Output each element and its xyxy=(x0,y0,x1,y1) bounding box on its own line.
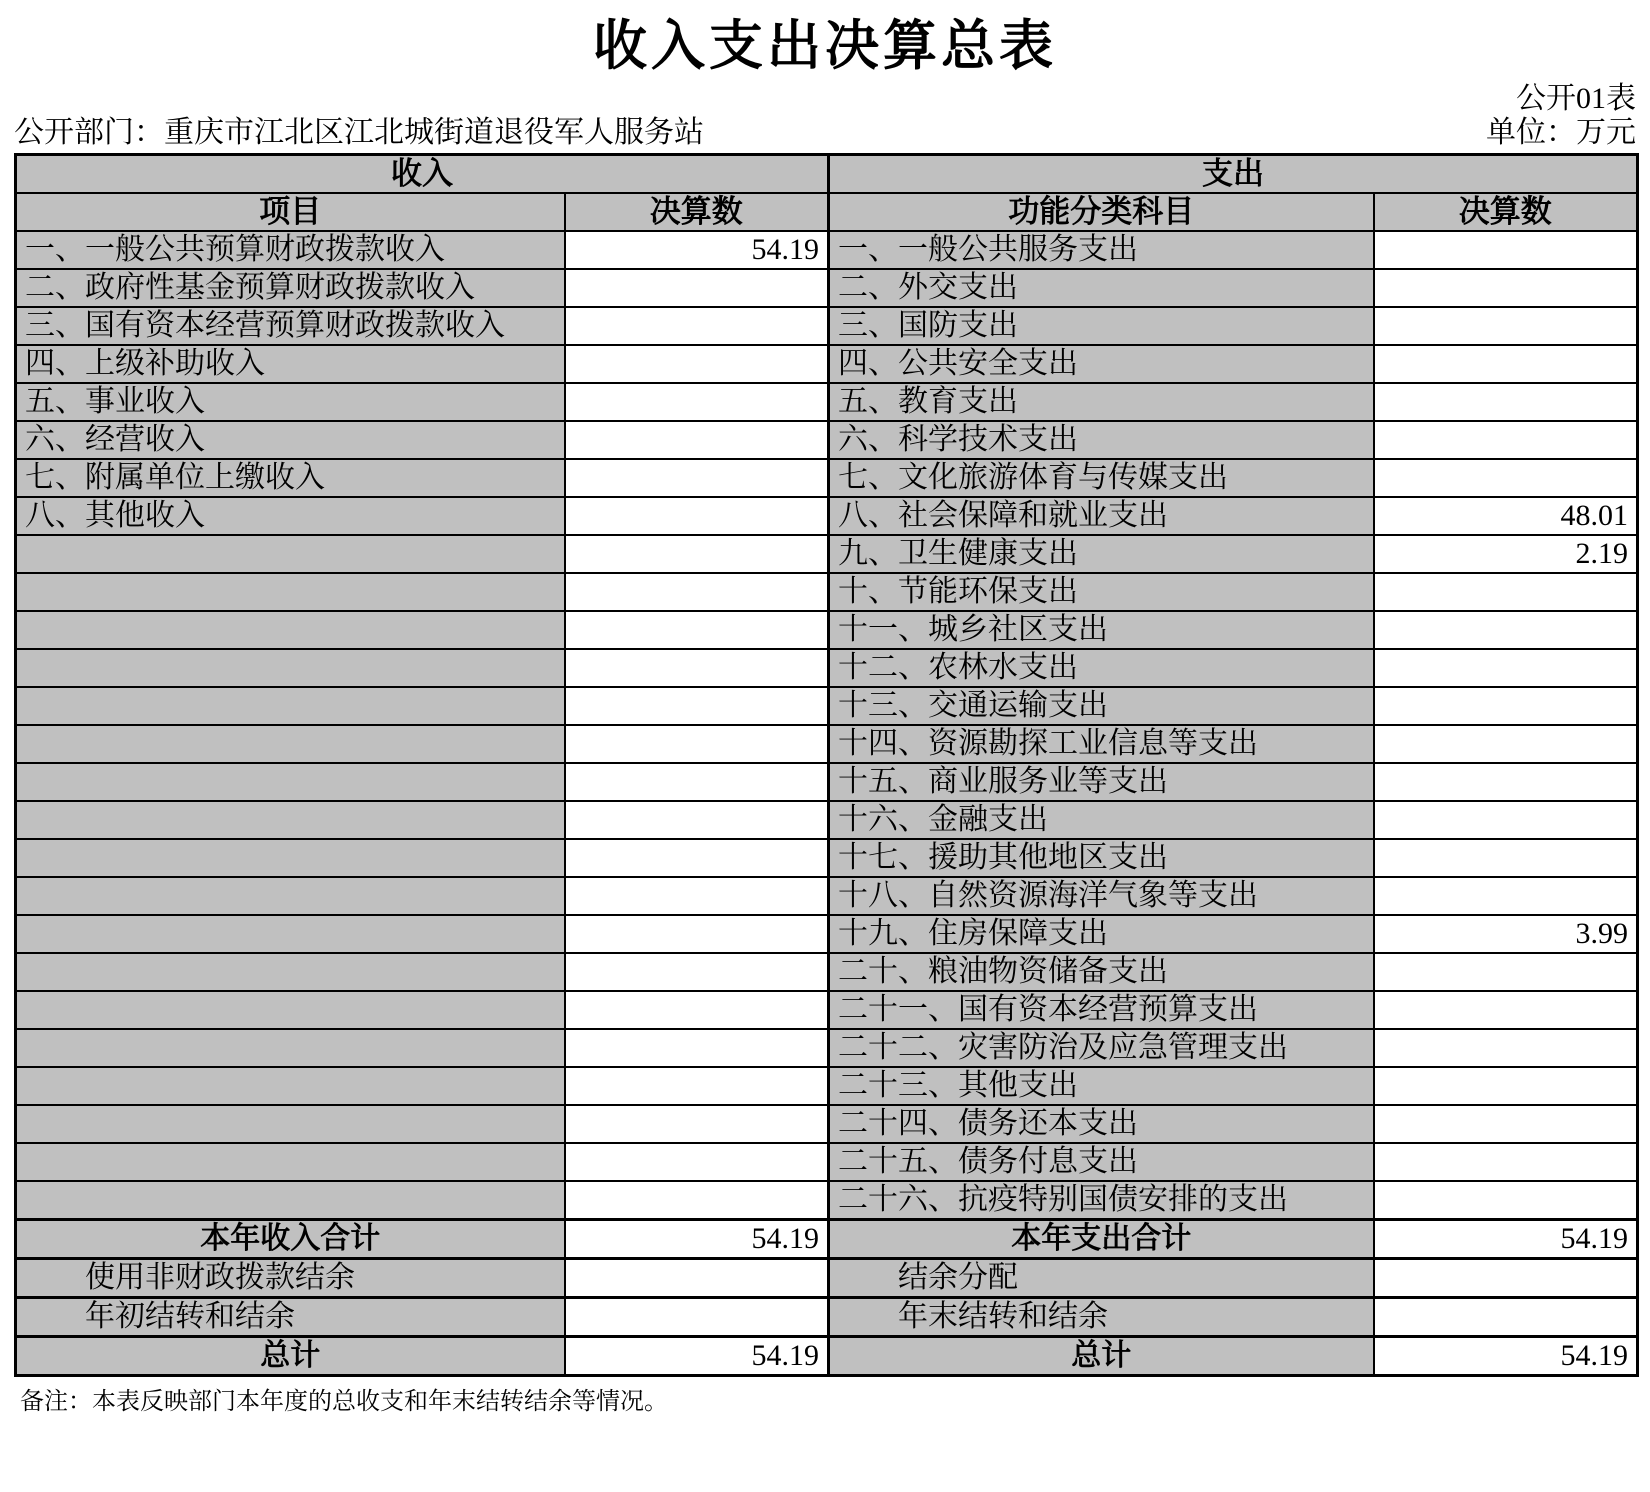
column-header-row xyxy=(16,193,1638,231)
expenditure-item-cell: 十三、交通运输支出 xyxy=(829,687,1374,725)
data-row xyxy=(16,231,1638,269)
summary-income-label-cell: 总计 xyxy=(16,1337,565,1376)
expenditure-amount-cell xyxy=(1374,839,1638,877)
expenditure-amount-cell xyxy=(1374,231,1638,269)
income-item-cell xyxy=(16,1181,565,1220)
data-row xyxy=(16,1029,1638,1067)
expenditure-amount-cell xyxy=(1374,345,1638,383)
income-item-cell xyxy=(16,649,565,687)
income-amount-cell xyxy=(565,839,829,877)
income-item-cell xyxy=(16,915,565,953)
income-amount-cell xyxy=(565,1067,829,1105)
income-amount-cell xyxy=(565,459,829,497)
summary-income-amount-cell: 54.19 xyxy=(565,1220,829,1259)
income-item-cell xyxy=(16,839,565,877)
data-row xyxy=(16,1105,1638,1143)
expenditure-amount-cell: 2.19 xyxy=(1374,535,1638,573)
summary-income-label-cell: 使用非财政拨款结余 xyxy=(16,1259,565,1298)
data-row xyxy=(16,725,1638,763)
income-item-cell xyxy=(16,801,565,839)
income-amount-cell xyxy=(565,687,829,725)
summary-income-amount-cell xyxy=(565,1298,829,1337)
income-amount-cell xyxy=(565,725,829,763)
expenditure-amount-cell xyxy=(1374,877,1638,915)
income-amount-cell xyxy=(565,421,829,459)
income-amount-cell xyxy=(565,497,829,535)
income-amount-cell xyxy=(565,383,829,421)
expenditure-item-cell: 四、公共安全支出 xyxy=(829,345,1374,383)
expenditure-item-cell: 二、外交支出 xyxy=(829,269,1374,307)
expenditure-item-cell: 十二、农林水支出 xyxy=(829,649,1374,687)
income-amount-cell xyxy=(565,535,829,573)
data-row xyxy=(16,839,1638,877)
table-body xyxy=(16,231,1638,1376)
income-amount-cell: 54.19 xyxy=(565,231,829,269)
income-item-cell xyxy=(16,535,565,573)
summary-income-amount-cell xyxy=(565,1259,829,1298)
income-amount-cell xyxy=(565,991,829,1029)
data-row xyxy=(16,1181,1638,1220)
expenditure-item-cell: 十四、资源勘探工业信息等支出 xyxy=(829,725,1374,763)
income-item-cell: 八、其他收入 xyxy=(16,497,565,535)
expenditure-item-cell: 十六、金融支出 xyxy=(829,801,1374,839)
income-amount-column-header: 决算数 xyxy=(565,193,829,231)
footnote: 备注：本表反映部门本年度的总收支和年末结转结余等情况。 xyxy=(20,1389,668,1415)
income-item-cell: 四、上级补助收入 xyxy=(16,345,565,383)
expenditure-amount-cell: 48.01 xyxy=(1374,497,1638,535)
data-row xyxy=(16,877,1638,915)
income-amount-cell xyxy=(565,611,829,649)
summary-income-label-cell: 本年收入合计 xyxy=(16,1220,565,1259)
data-row xyxy=(16,1067,1638,1105)
expenditure-amount-cell xyxy=(1374,649,1638,687)
income-item-cell xyxy=(16,687,565,725)
summary-row xyxy=(16,1259,1638,1298)
income-amount-cell xyxy=(565,1105,829,1143)
expenditure-item-cell: 十、节能环保支出 xyxy=(829,573,1374,611)
table-code: 公开01表 xyxy=(1516,82,1636,115)
expenditure-amount-cell xyxy=(1374,763,1638,801)
expenditure-item-cell: 二十一、国有资本经营预算支出 xyxy=(829,991,1374,1029)
summary-expenditure-amount-cell xyxy=(1374,1259,1638,1298)
expenditure-item-cell: 二十、粮油物资储备支出 xyxy=(829,953,1374,991)
expenditure-amount-cell xyxy=(1374,611,1638,649)
data-row xyxy=(16,383,1638,421)
data-row xyxy=(16,1143,1638,1181)
expenditure-item-cell: 二十二、灾害防治及应急管理支出 xyxy=(829,1029,1374,1067)
income-amount-cell xyxy=(565,1029,829,1067)
expenditure-item-column-header: 功能分类科目 xyxy=(829,193,1374,231)
expenditure-amount-cell xyxy=(1374,1067,1638,1105)
expenditure-amount-cell xyxy=(1374,991,1638,1029)
income-section-header: 收入 xyxy=(16,155,829,194)
summary-income-amount-cell: 54.19 xyxy=(565,1337,829,1376)
data-row xyxy=(16,649,1638,687)
expenditure-amount-cell xyxy=(1374,573,1638,611)
income-amount-cell xyxy=(565,801,829,839)
expenditure-amount-cell xyxy=(1374,307,1638,345)
income-amount-cell xyxy=(565,573,829,611)
report-page xyxy=(0,14,1650,1417)
budget-summary-table xyxy=(14,153,1639,1377)
meta-line-table-code xyxy=(14,82,1636,116)
section-header-row xyxy=(16,155,1638,194)
expenditure-amount-cell xyxy=(1374,383,1638,421)
expenditure-amount-cell xyxy=(1374,1029,1638,1067)
expenditure-item-cell: 十七、援助其他地区支出 xyxy=(829,839,1374,877)
data-row xyxy=(16,307,1638,345)
data-row xyxy=(16,459,1638,497)
expenditure-amount-cell xyxy=(1374,801,1638,839)
data-row xyxy=(16,687,1638,725)
data-row xyxy=(16,345,1638,383)
expenditure-item-cell: 十九、住房保障支出 xyxy=(829,915,1374,953)
income-item-cell: 一、一般公共预算财政拨款收入 xyxy=(16,231,565,269)
data-row xyxy=(16,421,1638,459)
expenditure-item-cell: 六、科学技术支出 xyxy=(829,421,1374,459)
data-row xyxy=(16,497,1638,535)
income-item-cell xyxy=(16,611,565,649)
expenditure-item-cell: 七、文化旅游体育与传媒支出 xyxy=(829,459,1374,497)
summary-expenditure-amount-cell: 54.19 xyxy=(1374,1337,1638,1376)
summary-expenditure-label-cell: 总计 xyxy=(829,1337,1374,1376)
expenditure-item-cell: 十八、自然资源海洋气象等支出 xyxy=(829,877,1374,915)
income-item-cell xyxy=(16,877,565,915)
expenditure-amount-cell xyxy=(1374,1143,1638,1181)
income-amount-cell xyxy=(565,345,829,383)
expenditure-amount-cell xyxy=(1374,269,1638,307)
expenditure-amount-cell xyxy=(1374,421,1638,459)
income-amount-cell xyxy=(565,915,829,953)
income-amount-cell xyxy=(565,649,829,687)
income-item-column-header: 项目 xyxy=(16,193,565,231)
income-item-cell xyxy=(16,573,565,611)
department-label: 公开部门：重庆市江北区江北城街道退役军人服务站 xyxy=(14,116,704,149)
summary-income-label-cell: 年初结转和结余 xyxy=(16,1298,565,1337)
summary-expenditure-label-cell: 本年支出合计 xyxy=(829,1220,1374,1259)
expenditure-amount-cell xyxy=(1374,1105,1638,1143)
income-amount-cell xyxy=(565,877,829,915)
data-row xyxy=(16,915,1638,953)
expenditure-item-cell: 九、卫生健康支出 xyxy=(829,535,1374,573)
expenditure-item-cell: 一、一般公共服务支出 xyxy=(829,231,1374,269)
data-row xyxy=(16,573,1638,611)
income-item-cell xyxy=(16,1067,565,1105)
meta-line-department-unit xyxy=(14,116,1636,150)
income-amount-cell xyxy=(565,269,829,307)
income-item-cell: 二、政府性基金预算财政拨款收入 xyxy=(16,269,565,307)
expenditure-amount-cell xyxy=(1374,687,1638,725)
summary-expenditure-label-cell: 年末结转和结余 xyxy=(829,1298,1374,1337)
expenditure-item-cell: 十一、城乡社区支出 xyxy=(829,611,1374,649)
expenditure-amount-cell xyxy=(1374,953,1638,991)
income-amount-cell xyxy=(565,1181,829,1220)
data-row xyxy=(16,991,1638,1029)
summary-expenditure-amount-cell xyxy=(1374,1298,1638,1337)
expenditure-item-cell: 八、社会保障和就业支出 xyxy=(829,497,1374,535)
data-row xyxy=(16,801,1638,839)
expenditure-item-cell: 二十五、债务付息支出 xyxy=(829,1143,1374,1181)
page-title: 收入支出决算总表 xyxy=(593,16,1057,76)
expenditure-amount-cell xyxy=(1374,1181,1638,1220)
expenditure-item-cell: 三、国防支出 xyxy=(829,307,1374,345)
data-row xyxy=(16,763,1638,801)
expenditure-item-cell: 五、教育支出 xyxy=(829,383,1374,421)
expenditure-item-cell: 二十三、其他支出 xyxy=(829,1067,1374,1105)
income-item-cell xyxy=(16,1029,565,1067)
expenditure-amount-cell xyxy=(1374,725,1638,763)
income-amount-cell xyxy=(565,1143,829,1181)
income-item-cell xyxy=(16,1143,565,1181)
income-amount-cell xyxy=(565,953,829,991)
income-item-cell xyxy=(16,725,565,763)
income-item-cell: 三、国有资本经营预算财政拨款收入 xyxy=(16,307,565,345)
summary-row xyxy=(16,1220,1638,1259)
data-row xyxy=(16,535,1638,573)
expenditure-item-cell: 二十六、抗疫特别国债安排的支出 xyxy=(829,1181,1374,1220)
income-item-cell: 六、经营收入 xyxy=(16,421,565,459)
income-amount-cell xyxy=(565,307,829,345)
income-item-cell xyxy=(16,953,565,991)
income-item-cell xyxy=(16,763,565,801)
expenditure-item-cell: 二十四、债务还本支出 xyxy=(829,1105,1374,1143)
unit-label: 单位：万元 xyxy=(1486,116,1636,149)
expenditure-item-cell: 十五、商业服务业等支出 xyxy=(829,763,1374,801)
income-item-cell: 七、附属单位上缴收入 xyxy=(16,459,565,497)
summary-row xyxy=(16,1298,1638,1337)
income-item-cell: 五、事业收入 xyxy=(16,383,565,421)
income-amount-cell xyxy=(565,763,829,801)
summary-row xyxy=(16,1337,1638,1376)
summary-expenditure-label-cell: 结余分配 xyxy=(829,1259,1374,1298)
expenditure-amount-cell: 3.99 xyxy=(1374,915,1638,953)
expenditure-amount-column-header: 决算数 xyxy=(1374,193,1638,231)
income-item-cell xyxy=(16,991,565,1029)
data-row xyxy=(16,611,1638,649)
summary-expenditure-amount-cell: 54.19 xyxy=(1374,1220,1638,1259)
data-row xyxy=(16,953,1638,991)
income-item-cell xyxy=(16,1105,565,1143)
expenditure-amount-cell xyxy=(1374,459,1638,497)
data-row xyxy=(16,269,1638,307)
expenditure-section-header: 支出 xyxy=(829,155,1638,194)
